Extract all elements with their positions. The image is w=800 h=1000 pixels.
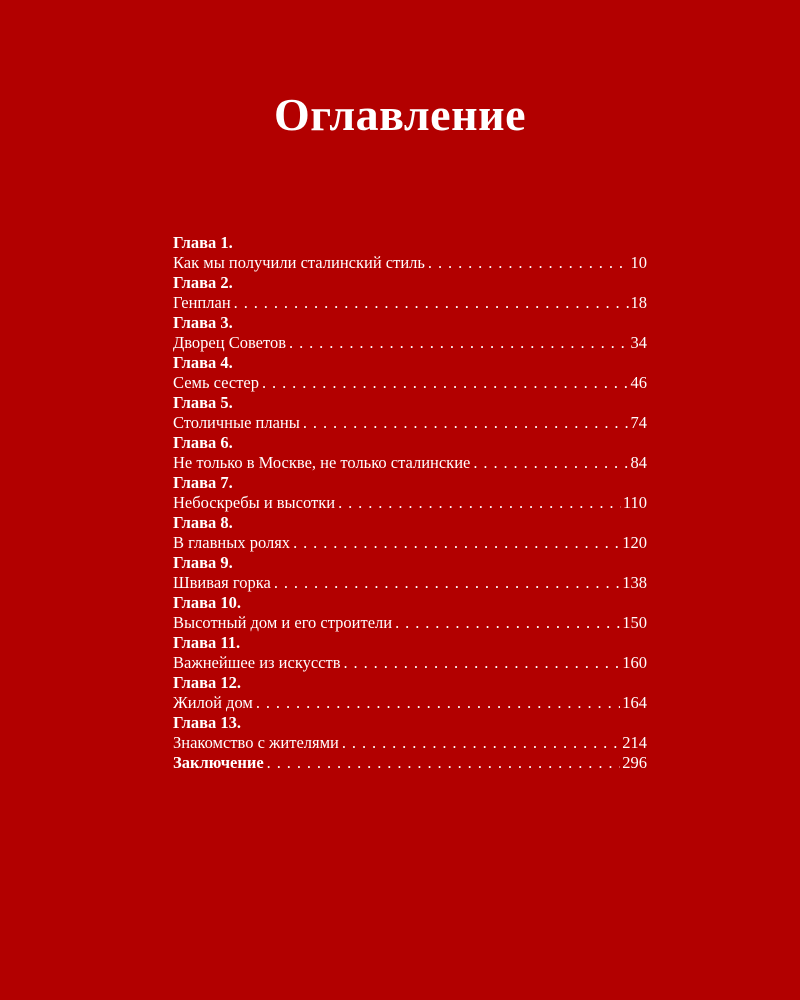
dot-leader [300, 413, 629, 433]
toc-chapter-5 [173, 393, 647, 433]
toc-entry[interactable] [173, 533, 647, 553]
page-number: 18 [630, 293, 647, 312]
page-number: 74 [630, 413, 647, 432]
dot-leader [425, 253, 629, 273]
page-number: 214 [622, 733, 647, 752]
toc-entry[interactable] [173, 653, 647, 673]
chapter-title: Знакомство с жителями [173, 733, 339, 752]
dot-leader [264, 753, 621, 773]
chapter-title: В главных ролях [173, 533, 291, 552]
dot-leader [470, 453, 628, 473]
chapter-label: Глава 5. [173, 393, 233, 412]
dot-leader [231, 293, 629, 313]
chapter-label: Глава 9. [173, 553, 233, 572]
toc-chapter-3 [173, 313, 647, 353]
dot-leader [290, 533, 620, 553]
chapter-title: Высотный дом и его строители [173, 613, 393, 632]
chapter-label: Глава 10. [173, 593, 242, 612]
toc-entry[interactable] [173, 613, 647, 633]
toc-entry[interactable] [173, 733, 647, 753]
page-number: 296 [622, 753, 647, 772]
dot-leader [286, 333, 628, 353]
toc-entry[interactable] [173, 573, 647, 593]
toc-chapter-1 [173, 233, 647, 273]
dot-leader [339, 733, 620, 753]
chapter-label: Глава 6. [173, 433, 233, 452]
page-title: Оглавление [273, 89, 527, 140]
page-number: 150 [622, 613, 647, 632]
dot-leader [271, 573, 620, 593]
dot-leader [253, 693, 620, 713]
toc-entry[interactable] [173, 373, 647, 393]
dot-leader [341, 653, 621, 673]
chapter-label: Глава 4. [173, 353, 233, 372]
chapter-title: Как мы получили сталинский стиль [173, 253, 425, 272]
chapter-title: Швивая горка [173, 573, 271, 592]
dot-leader [335, 493, 621, 513]
chapter-title: Столичные планы [173, 413, 300, 432]
chapter-title: Жилой дом [173, 693, 253, 712]
toc-chapter-13 [173, 713, 647, 753]
chapter-label: Глава 12. [173, 673, 242, 692]
toc-chapter-10 [173, 593, 647, 633]
page-number: 160 [622, 653, 647, 672]
toc-entry[interactable] [173, 333, 647, 353]
chapter-label: Глава 2. [173, 273, 233, 292]
toc-chapter-9 [173, 553, 647, 593]
toc-chapter-12 [173, 673, 647, 713]
toc-entry[interactable] [173, 453, 647, 473]
page-number: 138 [622, 573, 647, 592]
toc-entry[interactable] [173, 293, 647, 313]
chapter-title: Не только в Москве, не только сталинские [173, 453, 471, 472]
chapter-label: Глава 1. [173, 233, 233, 252]
chapter-label: Глава 13. [173, 713, 242, 732]
chapter-title: Семь сестер [173, 373, 259, 392]
toc-chapter-8 [173, 513, 647, 553]
toc-entry[interactable] [173, 493, 647, 513]
toc-chapter-7 [173, 473, 647, 513]
chapter-label: Глава 11. [173, 633, 241, 652]
toc-entry[interactable] [173, 253, 647, 273]
chapter-title: Генплан [173, 293, 231, 312]
toc-entry[interactable] [173, 413, 647, 433]
page-number: 46 [630, 373, 647, 392]
table-of-contents [173, 233, 647, 773]
toc-entry-conclusion[interactable] [173, 753, 647, 773]
chapter-title: Небоскребы и высотки [173, 493, 336, 512]
page-number: 84 [630, 453, 647, 472]
toc-chapter-6 [173, 433, 647, 473]
toc-chapter-4 [173, 353, 647, 393]
chapter-label: Глава 7. [173, 473, 233, 492]
page-number: 110 [622, 493, 647, 512]
dot-leader [392, 613, 620, 633]
chapter-title: Дворец Советов [173, 333, 287, 352]
dot-leader [259, 373, 629, 393]
toc-chapter-2 [173, 273, 647, 313]
chapter-label: Глава 3. [173, 313, 233, 332]
page-number: 120 [622, 533, 647, 552]
page-number: 10 [630, 253, 647, 272]
page-number: 34 [630, 333, 647, 352]
toc-entry[interactable] [173, 693, 647, 713]
chapter-title: Важнейшее из искусств [173, 653, 341, 672]
chapter-label: Глава 8. [173, 513, 233, 532]
conclusion-title: Заключение [173, 753, 264, 772]
toc-chapter-11 [173, 633, 647, 673]
page-number: 164 [622, 693, 647, 712]
